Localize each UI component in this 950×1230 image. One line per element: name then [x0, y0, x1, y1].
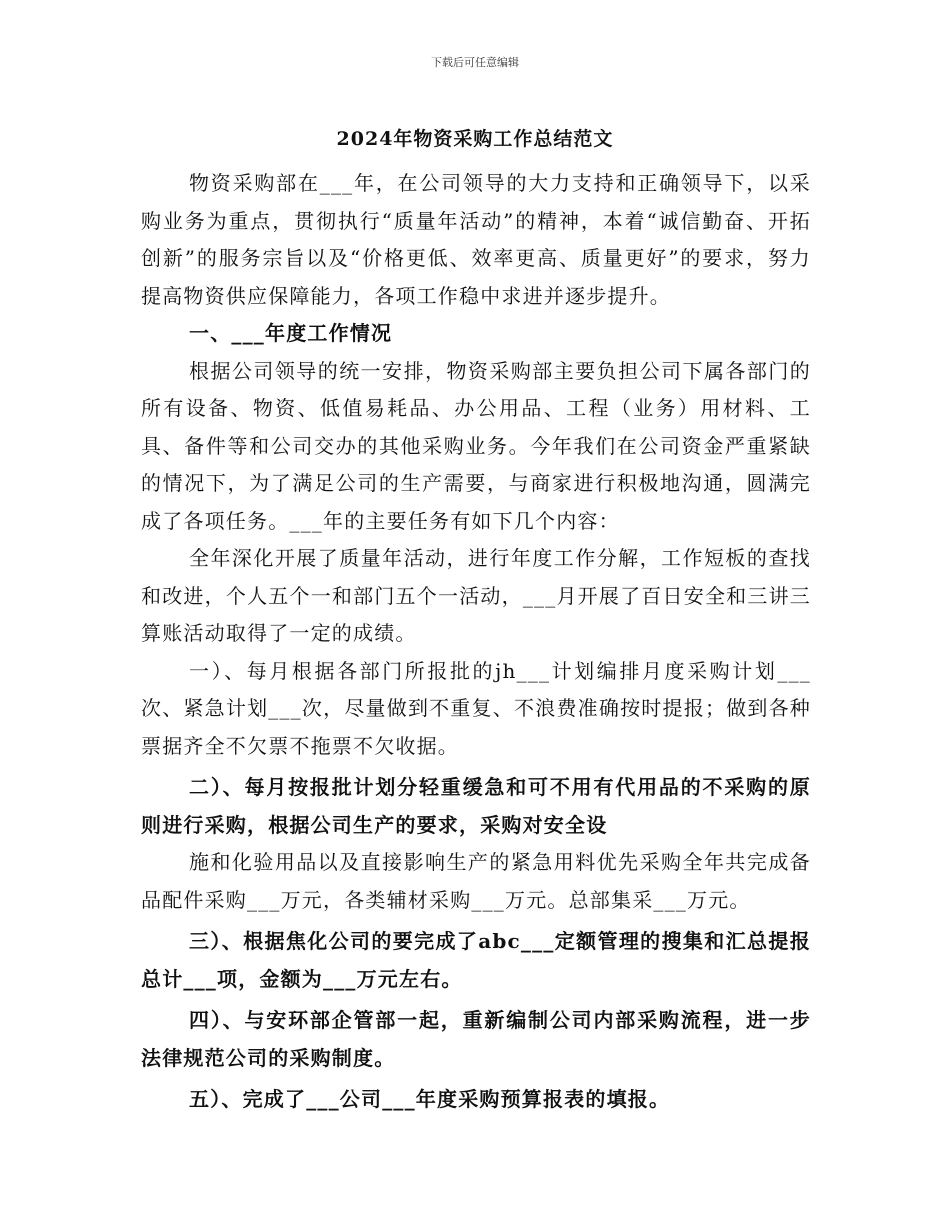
- list-item-4: 四）、与安环部企管部一起，重新编制公司内部采购流程，进一步法律规范公司的采购制度。: [141, 1008, 811, 1070]
- list-item-3: 三）、根据焦化公司的要完成了abc___定额管理的搜集和汇总提报总计___项，金额为___万元左右。: [141, 929, 811, 991]
- intro-paragraph: 物资采购部在___年，在公司领导的大力支持和正确领导下，以采购业务为重点，贯彻执行“质量年活动”的精神，本着“诚信勤奋、开拓创新”的服务宗旨以及“价格更低、效率更高、质量更好”的要求，努力提高物资供应保障能力，各项工作稳中求进并逐步提升。: [141, 171, 811, 308]
- section-heading: 一、___年度工作情况: [189, 321, 393, 345]
- list-item-2: 二）、每月按报批计划分轻重缓急和可不用有代用品的不采购的原则进行采购，根据公司生产的要求，采购对安全设: [141, 775, 811, 837]
- page-header-note: 下载后可任意编辑: [431, 56, 519, 69]
- document-title: 2024年物资采购工作总结范文: [336, 128, 614, 150]
- list-item-2-continued: 施和化验用品以及直接影响生产的紧急用料优先采购全年共完成备品配件采购___万元，各类辅材采购___万元。总部集采___万元。: [141, 850, 811, 912]
- body-paragraph: 根据公司领导的统一安排，物资采购部主要负担公司下属各部门的所有设备、物资、低值易耗品、办公用品、工程（业务）用材料、工具、备件等和公司交办的其他采购业务。今年我们在公司资金严重紧缺的情况下，为了满足公司的生产需要，与商家进行积极地沟通，圆满完成了各项任务。___年的主要任务有如下几个内容：: [141, 358, 811, 533]
- body-paragraph: 全年深化开展了质量年活动，进行年度工作分解，工作短板的查找和改进，个人五个一和部门五个一活动，___月开展了百日安全和三讲三算账活动取得了一定的成绩。: [141, 546, 811, 645]
- document-body: [141, 165, 811, 1119]
- list-item-1: 一）、每月根据各部门所报批的jh___计划编排月度采购计划___次、紧急计划___次，尽量做到不重复、不浪费准确按时提报；做到各种票据齐全不欠票不拖票不欠收据。: [141, 658, 811, 758]
- list-item-5: 五）、完成了___公司___年度采购预算报表的填报。: [189, 1087, 671, 1111]
